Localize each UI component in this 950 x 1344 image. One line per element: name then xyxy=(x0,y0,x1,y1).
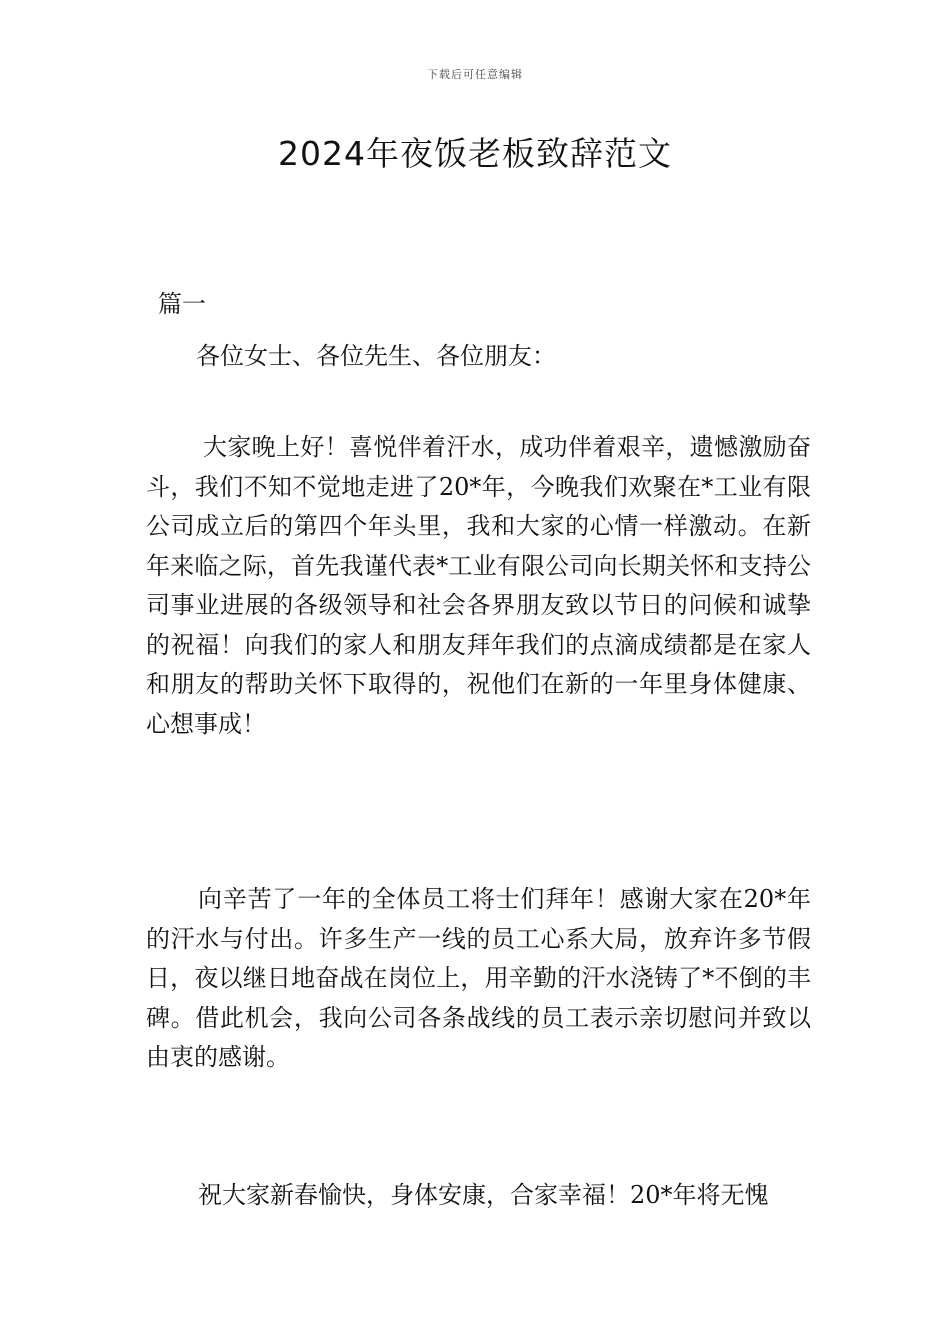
paragraph-2: 向辛苦了一年的全体员工将士们拜年！感谢大家在20*年的汗水与付出。许多生产一线的员工心系大局，放弃许多节假日，夜以继日地奋战在岗位上，用辛勤的汗水浇铸了*不倒的丰碑。借此机会，我向公司各条战线的员工表示亲切慰问并致以由衷的感谢。 xyxy=(146,885,811,1071)
header-note: 下载后可任意编辑 xyxy=(427,68,523,81)
paragraph-1: 大家晚上好！喜悦伴着汗水，成功伴着艰辛，遗憾激励奋斗，我们不知不觉地走进了20*年，今晚我们欢聚在*工业有限公司成立后的第四个年头里，我和大家的心情一样激动。在新年来临之际，首先我谨代表*工业有限公司向长期关怀和支持公司事业进展的各级领导和社会各界朋友致以节日的问候和诚挚的祝福！向我们的家人和朋友拜年我们的点滴成绩都是在家人和朋友的帮助关怀下取得的，祝他们在新的一年里身体健康、心想事成！ xyxy=(146,433,811,738)
salutation: 各位女士、各位先生、各位朋友： xyxy=(196,342,556,370)
document-title: 2024年夜饭老板致辞范文 xyxy=(278,134,672,173)
paragraph-3: 祝大家新春愉快，身体安康，合家幸福！20*年将无愧 xyxy=(198,1181,769,1209)
section-label: 篇一 xyxy=(158,290,206,318)
